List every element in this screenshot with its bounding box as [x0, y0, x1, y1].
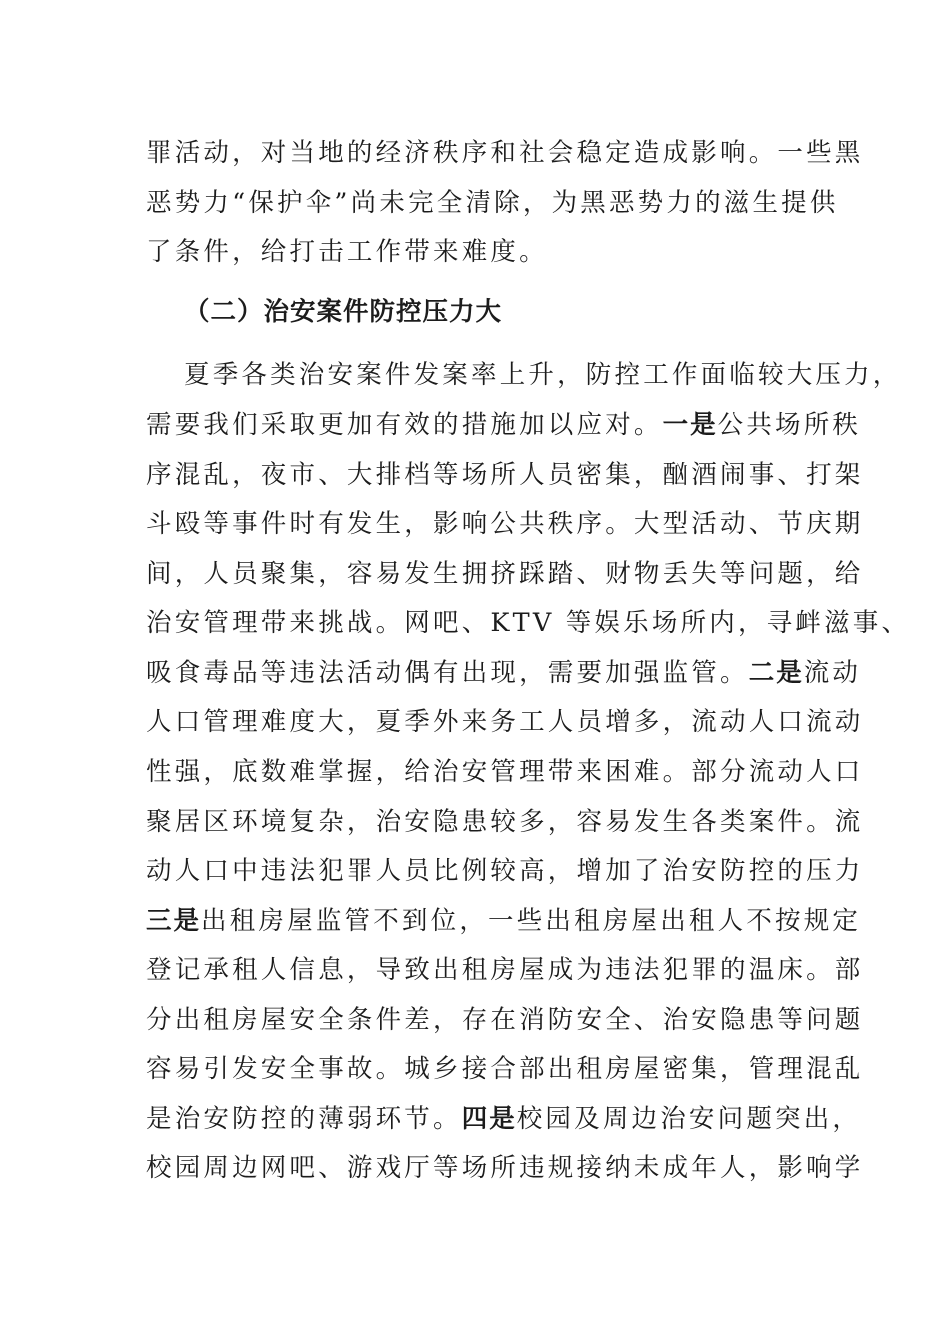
text-line: 间，人员聚集，容易发生拥挤踩踏、财物丢失等问题，给 — [146, 559, 864, 589]
text-run: 需要我们采取更加有效的措施加以应对。 — [146, 410, 663, 440]
text-line — [146, 1094, 861, 1144]
text-line — [146, 648, 861, 698]
text-line: 恶势力“保护伞”尚未完全清除，为黑恶势力的滋生提供 — [146, 188, 839, 218]
text-run: 出租房屋监管不到位，一些出租房屋出租人不按规定 — [201, 906, 862, 936]
text-line: 校园周边网吧、游戏厅等场所违规接纳未成年人，影响学 — [146, 1153, 864, 1183]
text-run: 流动 — [803, 658, 862, 688]
text-run: 公共场所秩 — [717, 410, 862, 440]
text-line: 斗殴等事件时有发生，影响公共秩序。大型活动、节庆期 — [146, 509, 864, 539]
text-line: 聚居区环境复杂，治安隐患较多，容易发生各类案件。流 — [146, 807, 864, 837]
paragraph-first-line: 夏季各类治安案件发案率上升，防控工作面临较大压力， — [184, 360, 902, 390]
text-line: 容易引发安全事故。城乡接合部出租房屋密集，管理混乱 — [146, 1054, 864, 1084]
text-run: 吸食毒品等违法活动偶有出现，需要加强监管。 — [146, 658, 749, 688]
emphasis-label: 二是 — [748, 658, 804, 688]
text-line: 治安管理带来挑战。网吧、KTV 等娱乐场所内，寻衅滋事、 — [146, 608, 911, 638]
emphasis-label: 四是 — [461, 1104, 517, 1134]
emphasis-label: 三是 — [146, 906, 202, 936]
text-line: 人口管理难度大，夏季外来务工人员增多，流动人口流动 — [146, 707, 864, 737]
text-line — [146, 400, 861, 450]
emphasis-label: 一是 — [662, 410, 718, 440]
text-line: 分出租房屋安全条件差，存在消防安全、治安隐患等问题 — [146, 1005, 864, 1035]
section-heading: （二）治安案件防控压力大 — [184, 297, 503, 327]
text-line: 序混乱，夜市、大排档等场所人员密集，酗酒闹事、打架 — [146, 460, 864, 490]
text-line: 登记承租人信息，导致出租房屋成为违法犯罪的温床。部 — [146, 955, 864, 985]
text-line: 性强，底数难掌握，给治安管理带来困难。部分流动人口 — [146, 757, 864, 787]
text-run: 是治安防控的薄弱环节。 — [146, 1104, 462, 1134]
text-run: 校园及周边治安问题突出， — [516, 1104, 862, 1134]
text-line — [146, 896, 861, 946]
text-line: 了条件，给打击工作带来难度。 — [146, 237, 548, 267]
text-line: 罪活动，对当地的经济秩序和社会稳定造成影响。一些黑 — [146, 138, 864, 168]
text-line: 动人口中违法犯罪人员比例较高，增加了治安防控的压力 — [146, 856, 864, 886]
